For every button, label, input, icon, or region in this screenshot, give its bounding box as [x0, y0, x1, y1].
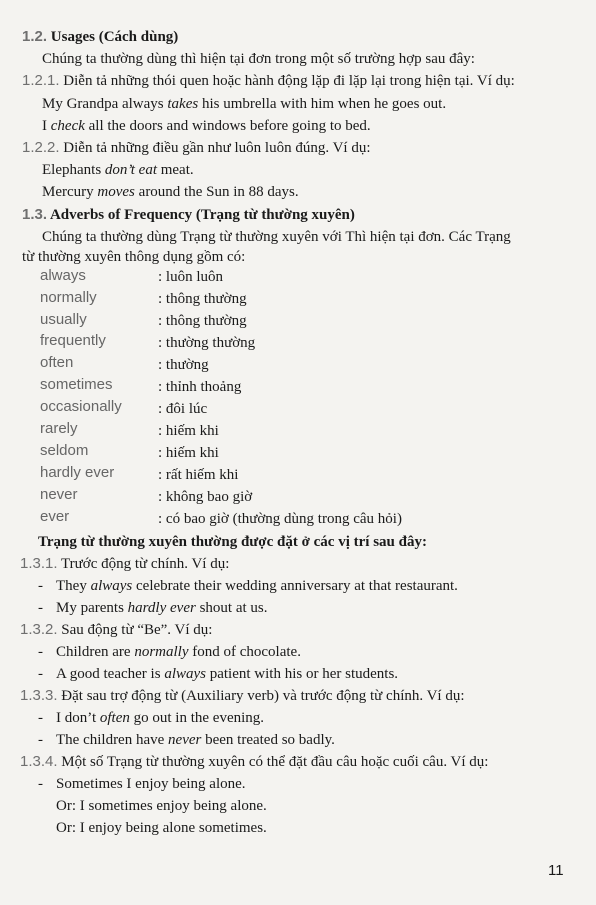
example-sentence: Mercury moves around the Sun in 88 days.	[42, 184, 299, 200]
adverb-meaning: : có bao giờ (thường dùng trong câu hỏi)	[158, 511, 402, 527]
adverb-meaning: : luôn luôn	[158, 269, 224, 285]
subsection-1-3-4	[20, 753, 488, 771]
dash-bullet: -	[38, 644, 43, 660]
subsection-text: Diễn tả những điều gần như luôn luôn đúng. Ví dụ:	[63, 140, 371, 156]
subsection-text: Một số Trạng từ thường xuyên có thể đặt đầu câu hoặc cuối câu. Ví dụ:	[61, 754, 489, 770]
adverb-meaning: : thường	[158, 357, 209, 373]
example-sentence: - My parents hardly ever shout at us.	[38, 600, 268, 616]
dash-bullet: -	[38, 776, 43, 792]
subsection-1-3-1	[20, 555, 229, 573]
adverb-term: always	[40, 267, 86, 284]
subsection-text: Đặt sau trợ động từ (Auxiliary verb) và trước động từ chính. Ví dụ:	[61, 688, 465, 704]
adverb-term: never	[40, 486, 78, 503]
dash-bullet: -	[38, 732, 43, 748]
paragraph: từ thường xuyên thông dụng gồm có:	[22, 249, 246, 265]
subsection-1-2-1	[22, 72, 515, 90]
example-sentence: - A good teacher is always patient with his or her students.	[38, 666, 399, 682]
paragraph: Chúng ta thường dùng thì hiện tại đơn trong một số trường hợp sau đây:	[42, 51, 475, 67]
adverb-term: rarely	[40, 420, 78, 437]
example-sentence: - They always celebrate their wedding anniversary at that restaurant.	[38, 578, 458, 594]
example-sentence: - The children have never been treated so badly.	[38, 732, 335, 748]
example-sentence: Elephants don’t eat meat.	[42, 162, 194, 178]
position-heading: Trạng từ thường xuyên thường được đặt ở các vị trí sau đây:	[38, 534, 427, 550]
example-sentence: Or: I enjoy being alone sometimes.	[56, 820, 267, 836]
dash-bullet: -	[38, 578, 43, 594]
subsection-number: 1.3.1.	[20, 555, 58, 572]
example-sentence: - Children are normally fond of chocolate.	[38, 644, 301, 660]
subsection-number: 1.3.3.	[20, 687, 58, 704]
adverb-term: normally	[40, 289, 97, 306]
section-1-2-heading	[22, 28, 178, 46]
adverb-meaning: : thông thường	[158, 291, 247, 307]
page-number: 11	[548, 862, 564, 879]
dash-bullet: -	[38, 600, 43, 616]
example-sentence: - I don’t often go out in the evening.	[38, 710, 265, 726]
subsection-number: 1.3.2.	[20, 621, 58, 638]
adverb-term: frequently	[40, 332, 106, 349]
adverb-term: often	[40, 354, 74, 371]
adverb-meaning: : đôi lúc	[158, 401, 208, 417]
adverb-term: sometimes	[40, 376, 113, 393]
paragraph: Chúng ta thường dùng Trạng từ thường xuyên với Thì hiện tại đơn. Các Trạng	[42, 229, 511, 245]
subsection-text: Trước động từ chính. Ví dụ:	[61, 556, 230, 572]
subsection-1-3-3	[20, 687, 465, 705]
subsection-number: 1.3.4.	[20, 753, 58, 770]
adverb-term: hardly ever	[40, 464, 115, 481]
example-sentence: - Sometimes I enjoy being alone.	[38, 776, 246, 792]
adverb-term: occasionally	[40, 398, 122, 415]
subsection-text: Sau động từ “Be”. Ví dụ:	[61, 622, 213, 638]
adverb-meaning: : rất hiếm khi	[158, 467, 239, 483]
dash-bullet: -	[38, 666, 43, 682]
subsection-1-2-2	[22, 139, 371, 157]
example-sentence: My Grandpa always takes his umbrella with him when he goes out.	[42, 96, 447, 112]
adverb-term: seldom	[40, 442, 89, 459]
adverb-meaning: : thường thường	[158, 335, 256, 351]
section-1-3-heading	[22, 206, 355, 224]
adverb-meaning: : không bao giờ	[158, 489, 253, 505]
subsection-1-3-2	[20, 621, 212, 639]
subsection-number: 1.2.1.	[22, 72, 60, 89]
subsection-text: Diễn tả những thói quen hoặc hành động lặp đi lặp lại trong hiện tại. Ví dụ:	[63, 73, 515, 89]
example-sentence: I check all the doors and windows before going to bed.	[42, 118, 371, 134]
section-number: 1.2.	[22, 28, 48, 45]
section-title: Usages (Cách dùng)	[50, 29, 179, 45]
adverb-meaning: : thỉnh thoảng	[158, 379, 242, 395]
adverb-meaning: : hiếm khi	[158, 445, 219, 461]
example-sentence: Or: I sometimes enjoy being alone.	[56, 798, 267, 814]
adverb-term: ever	[40, 508, 70, 525]
adverb-meaning: : hiếm khi	[158, 423, 219, 439]
adverb-term: usually	[40, 311, 87, 328]
dash-bullet: -	[38, 710, 43, 726]
subsection-number: 1.2.2.	[22, 139, 60, 156]
section-title: Adverbs of Frequency (Trạng từ thường xuyên)	[49, 207, 355, 223]
section-number: 1.3.	[22, 206, 48, 223]
adverb-meaning: : thông thường	[158, 313, 247, 329]
